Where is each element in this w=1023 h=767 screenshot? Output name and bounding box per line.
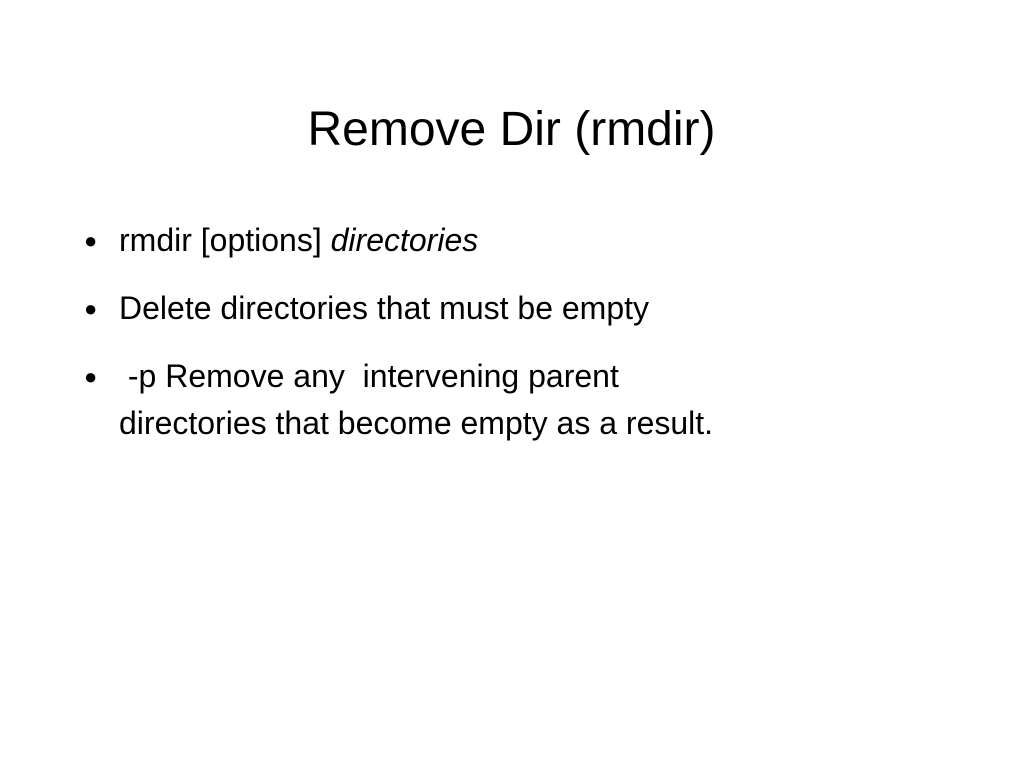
bullet-text: Delete directories that must be empty [119,290,650,326]
bullet-item [84,217,944,264]
bullet-text [119,353,944,447]
bullet-text [119,217,944,264]
command-syntax: rmdir [options] [119,222,331,258]
bullet-text-line: directories that become empty as a result. [119,405,714,441]
command-argument: directories [330,222,479,258]
bullet-text-line: -p Remove any intervening parent [119,358,619,394]
bullet-icon: ● [84,228,98,253]
slide-title: Remove Dir (rmdir) [307,103,716,156]
bullet-item [84,285,944,332]
bullet-icon: ● [84,296,98,321]
bullet-icon: ● [84,364,98,389]
bullet-item [84,353,944,447]
